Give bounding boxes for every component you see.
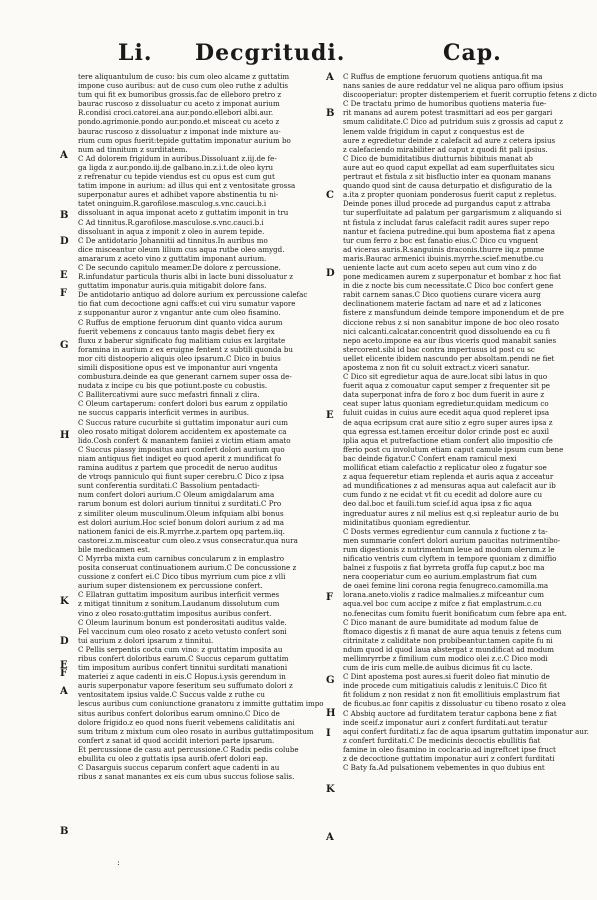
text-line: C Oleum cartaperum: confert dolori bus earum z oppilatio — [78, 399, 288, 409]
text-line: C Dasarguis succus ceparum confert aque cadenti in au — [78, 763, 280, 773]
text-line: nt fistula z includat farus calefacit radit aures super repo — [343, 217, 550, 227]
text-line: castorei.z.m.misceatur cum oleo.z vsus consecratur.qua nura — [78, 535, 298, 545]
text-line: nici calcanti.calcatar.concentrit quod dissoluendo ea cu fi — [343, 326, 551, 336]
text-line: C Dico sit egredietur aqua de aure.locat sibi latus in quo — [343, 372, 548, 382]
text-line: data superponat infra de foro z boc dum fuerit in aure z — [343, 390, 545, 400]
text-line: balnei z fuspoiis z fiat byrreta groffa fup caput.z boc ma — [343, 563, 545, 573]
text-line: lescus auribus cum coniunctione granatoru z immitte guttatim impo — [78, 699, 324, 709]
margin-letter: D — [60, 636, 69, 647]
text-line: tum qui fit ex bumoribus grossis.fac de elleboro pretro z — [78, 90, 282, 100]
text-line: bac deinde figatur.C Confert enam ramicul mexi — [343, 453, 517, 463]
text-line: ad mundificationes z ad mensuras aqua aut calefacit aur ib — [343, 481, 556, 491]
text-line: z calefaciendo mirabiliter ad caput z quodi fit pali ipsius. — [343, 144, 548, 154]
text-line: C Myrrba mixta cum carnibus concularum z in emplastro — [78, 553, 285, 563]
text-line: R.condisi croci.catorei.ana aur.pondo.ellebori albi.aur. — [78, 108, 274, 118]
text-line: fluxu z baberur significato fug malitiam cuius ex largitate — [78, 335, 286, 345]
text-line: fferio post cu involutum etiam caput camule ipsum cum bene — [343, 444, 564, 454]
text-line: z de decoctione guttatim imponatur auri z confert furditati — [343, 754, 555, 764]
text-line: R.infundatur particula thuris albi in lacte buni dissoluatur z — [78, 272, 294, 282]
text-line: nepo aceto.impone ea aur ibus viceris quod manabit sanies — [343, 335, 557, 345]
text-line: dice misceantur oleum lilium cus aqua rutbe oleo amygd. — [78, 244, 285, 254]
header-title: Decgritudi. — [195, 40, 346, 66]
text-line: confert z sanat id quod accidit interiori parte ipsarum. — [78, 735, 275, 745]
text-line: pone medicamen aurem z superponatur et bombar z hoc fiat — [343, 272, 562, 282]
text-line: C De secundo capitulo meamer.De dolore z percussione. — [78, 262, 281, 272]
text-line: z refrenatur cu tepide viendus est cu opus est cum gut — [78, 172, 275, 182]
text-line: nantur et faciena putredine.qui bum apostema fiat z apena — [343, 226, 555, 236]
text-line: fit folidum z non residat z non fit emollitiuis emplastrum fiat — [343, 690, 560, 700]
margin-letter: B — [60, 826, 69, 837]
text-line: C Dosts vermes egredientur cum cannula z fuctione z ta- — [343, 526, 548, 536]
text-line: impone cuso auribus: aut de cuso cum oleo ruthe z adultis — [78, 81, 288, 91]
text-line: fuluit cuidas in cuius aure ecedit aqua quod repleret ipsa — [343, 408, 550, 418]
text-line: apostema z non fit cu soluit extract.z viceri sanatur. — [343, 363, 530, 372]
text-line: cussione z confert ei.C Dico tibus myrrium cum pice z vlli — [78, 572, 286, 582]
text-line: maris.Baurac armenici ibuinis.myrrhe.scief.menutbe.cu — [343, 253, 544, 263]
text-line: C Pellis serpentis cocta cum vino: z guttatim imposita au — [78, 644, 283, 654]
text-line: mellimryrrbe z fimilium cum modico olei z.c.C Dico modi — [343, 654, 548, 663]
text-line: posita conseruat continuationem aurium.C De concussione z — [78, 563, 297, 573]
margin-letter: A — [326, 72, 334, 83]
margin-letter: F — [326, 592, 334, 603]
text-line: iplia aqua et putrefactione etiam confert alio impositio cfe — [343, 435, 553, 445]
text-line: rarum bonum est dolori aurium tinnitui z surditati.C Pro — [78, 499, 282, 509]
text-line: z similiter oleum musculinum.Oleum infquiam albi bonus — [78, 508, 284, 518]
text-line: de aqua ecripsum crat aure sitio z egro super aures ipsa z — [343, 417, 553, 427]
right-column — [343, 72, 597, 773]
margin-letter: A — [60, 150, 68, 161]
text-line: dissoluant in aqua imponat aceto z guttatim imponit in tru — [78, 208, 289, 218]
margin-letter: B — [326, 108, 335, 119]
text-line: ribus z sanat manantes ex eis cum ubus succus foliose salis. — [78, 772, 295, 782]
text-line: ribus confert doloribus earum.C Succus ceparum guttatim — [78, 654, 289, 663]
margin-letter: C — [326, 190, 334, 201]
text-line: tatim impone in aurium: ad illus qui ent z ventositate grossa — [78, 181, 296, 191]
text-line: mor citi distooperio aliquis oleo ipsarum.C Dico in buius — [78, 353, 281, 363]
text-line: lenem valde frigidum in caput z conquestus est de — [343, 126, 525, 136]
text-line: aqui confert furditati.z fac de aqua ipsarum guttatim imponatur aur. — [343, 726, 589, 736]
text-line: baurac ruscoso z dissoluatur cu aceto z imponat aurium — [78, 99, 280, 109]
text-line: in die z nocte bis cum necessitate.C Dico boc confert gene — [343, 281, 554, 291]
text-line: lorana.aneto.violis z radice malmalies.z mifceantur cum — [343, 590, 545, 600]
text-line: discooperiatur: propter distemperiem et fuerit corruptio fetens z dicto — [343, 90, 597, 100]
text-line: ga ligda z aur.pondo.iij.de galbano.in.z.i.t.de oleo kyru — [78, 162, 274, 172]
margin-letter: G — [326, 675, 335, 686]
text-line: simili dispositione opus est ve imponantur auri vngenta — [78, 363, 278, 372]
text-line: C Succus rature cucurbite si guttatim imponatur auri cum — [78, 417, 288, 427]
text-line: bile medicamen est. — [78, 544, 151, 554]
text-line: z aqua fequeretur etiam replenda et auris aqua z acceatur — [343, 472, 554, 482]
text-line: tere aliquantulum de cuso: bis cum oleo alcame z guttatim — [78, 72, 290, 81]
text-line: sunt conferentia surditati.C Bassolium pentadacti- — [78, 481, 260, 491]
margin-letter: G — [60, 340, 69, 351]
text-line: citrinitate z caliditate non probibeantur.tamen capite fu ni — [343, 635, 553, 645]
text-line: aure z egredietur deinde z calefacit ad aure z cetera ipsius — [343, 135, 556, 145]
text-line: rit manans ad aurem potest trasmittari ad eos per gargari — [343, 108, 553, 118]
text-line: foramina in aurium z ex eruigne fentent z subtili quonda bu — [78, 344, 293, 354]
text-line: de oaei femine lini corona regia fenugreco.camomilla.ma — [343, 581, 549, 591]
text-line: oleo rosato mitigat dolorem accidentem ex apostemate ca — [78, 426, 287, 436]
text-line: rabit carnem sanas.C Dico quotiens curare vicera aurg — [343, 290, 541, 300]
header-right: Cap. — [443, 40, 502, 66]
text-line: dolore frigido.z eo quod nons fuerit vebemens caliditatis ani — [78, 717, 295, 727]
text-line: z confert furditati.C De medicinis decoctis ebullitis fiat — [343, 735, 541, 745]
text-line: amararum z aceto vino z guttatim imponant aurium. — [78, 253, 267, 263]
text-line: lido.Cosh confert & manantem faniiei z victim etiam amato — [78, 435, 291, 445]
text-line: ceat super latus quoniam egredietur.quidam medicum co — [343, 399, 549, 409]
margin-letter: K — [60, 596, 69, 607]
text-line: mollificat etiam calefactio z replicatur oleo z fugatur soe — [343, 463, 547, 473]
text-line: C De tractatu primo de humoribus quotiens materia fue- — [343, 99, 547, 109]
text-line: C Dico de bumiditatibus diutturnis bibituis manat ab — [343, 153, 533, 163]
text-line: C Ad dolorem frigidum in auribus.Dissoluant z.iij.de fe- — [78, 153, 277, 163]
text-line: sum tritum z mixtum cum oleo rosato in auribus guttatimpositum — [78, 726, 314, 736]
text-line: auris superponatur vapore feseritum seu suffumato dolori z — [78, 681, 293, 691]
text-line: z mitigat tinnitum z sonitum.Laudanum dissolutum cum — [78, 599, 280, 609]
text-line: ramina auditus z partem que procedit de neruo auditus — [78, 463, 278, 473]
text-line: no.fenecitas cum fomitu fuerit bonificatum cum febre apa ent. — [343, 608, 567, 618]
text-line: baurac ruscoso z dissoluatur z imponat inde mixture au- — [78, 126, 281, 136]
text-line: ventositatem ipsius valde.C Succus valde z ruthe cu — [78, 690, 265, 700]
text-line: tim impositum auribus confert tinnitui surditati manationi — [78, 663, 288, 673]
text-line: fuerit vebemens z concauus tanto magis debet fiery ex — [78, 326, 275, 336]
text-line: midinitatibus quoniam egredientur. — [343, 517, 471, 527]
margin-letter: E — [60, 660, 68, 671]
text-line: C Ballitercativmi aure succ mefastri finnali z clira. — [78, 390, 260, 400]
running-header — [0, 40, 590, 70]
text-line: de vtroqs panniculo qui fiunt super cerebru.C Dico z ipsa — [78, 472, 284, 482]
text-line: fuerit aqua z comouatur caput semper z frequenter sit pe — [343, 381, 550, 391]
margin-letter: H — [326, 708, 336, 719]
text-line: aqua.vel boc cum accipe z mifce z fiat emplastrum.c.cu — [343, 599, 542, 609]
text-line: materiei z aque cadenti in eis.C Hopus.i.ysis gerendum in — [78, 672, 286, 682]
text-line: nudata z incipe cu bis que potiunt.poste cu cobustis. — [78, 381, 268, 391]
text-line: C Oleum laurinum bonum est ponderositati auditus valde. — [78, 617, 287, 627]
margin-letter: B — [60, 210, 69, 221]
text-line: guttatim imponatur auris.quia mitigabit dolore fans. — [78, 281, 267, 291]
text-line: de ficubus.ac fonr capitis z dissoluatur cu tibeno rosato z olea — [343, 699, 566, 709]
text-line: famine in oleo fisamino in coclcario.ad ingreftcet ipse fruct — [343, 744, 556, 754]
text-line: rum digestionis z nutrimentum leue ad modum olerum.z le — [343, 544, 555, 554]
text-line: deo dal.boc et fauili.tum scief.id aqua ipsa z fic aqua — [343, 499, 532, 509]
text-line: C Ruffus de emptione feruorum dint quanto vidca aurum — [78, 317, 283, 327]
margin-letter: E — [326, 410, 334, 421]
margin-letter: F — [60, 288, 68, 299]
text-line: aure aut eo quod caput expellat ad eam superfluitates sicu — [343, 162, 555, 172]
text-line: inde procede cum mitigatiuis caludis z lenituis.C Dico fit — [343, 681, 547, 691]
margin-letter: H — [60, 430, 70, 441]
text-line: dissoluant in aqua z imponit z oleo in aurem tepide. — [78, 226, 265, 236]
text-line: C Dico manant de aure bumiditate ad modum falue de — [343, 617, 539, 627]
text-line: combustura.deinde ea que generant carnem super ossa de- — [78, 372, 292, 382]
text-line: C Dint apostema post aures.si fuerit doleo fiat minutio de — [343, 672, 550, 682]
text-line: tur superfluitate ad palatum per gargarismum z aliquando si — [343, 208, 562, 218]
text-line: ingreduatur aures z nil melius est q.si repleatur aurio de bu — [343, 508, 559, 518]
text-line: z supponantur auror z vngantur ante cum oleo fisamino. — [78, 308, 281, 318]
text-line: pertraut et fistula z sit bisfluctio inter ea quonam manans — [343, 172, 551, 182]
text-line: C Ad tinnitus.R.garofilose.masculose.s.vnc.cauci.b.i — [78, 217, 264, 227]
text-line: nationem fanici de eis.R.myrrhe.z.partem opq partem.iiq. — [78, 526, 285, 536]
text-line: pondo.agrimonie.pondo aur.pondo.et misceat cu aceto z — [78, 117, 280, 127]
text-line: nificatio ventris cum clyftem in tempore quoniam z dimiffio — [343, 553, 557, 563]
text-line: smum caliditate.C Dico ad putridum suis z grossis ad caput z — [343, 117, 563, 127]
text-line: stercorent.sibi id bac contra impertusus id post cu sc — [343, 344, 535, 354]
text-line: num confert dolori aurium.C Oleum amigdalarum ama — [78, 490, 275, 500]
margin-letter: F — [60, 668, 68, 679]
text-line: diccione rebus z si non sanabitur impone de boc oleo rosato — [343, 317, 560, 327]
text-line: ebullita cu oleo z guttatis ipsa aurib.ofert dolori eap. — [78, 754, 268, 764]
text-line: num ad tinnitum z surditatem. — [78, 144, 188, 154]
left-column — [78, 72, 324, 782]
text-line: C De antidotario Johannitii ad tinnitus.In auribus mo — [78, 235, 268, 245]
text-line: ne succus capparis interficit vermes in auribus. — [78, 408, 250, 418]
text-line: C Baty fa.Ad pulsationem vebementes in quo dubius ent — [343, 763, 545, 773]
margin-letter: E — [60, 270, 68, 281]
text-line: C Absbiq auctore ad furditatem teratur capbona bene z fiat — [343, 708, 557, 718]
text-line: est dolori aurium.Hoc scief bonum dolori aurium z ad ma — [78, 517, 285, 527]
text-line: vino z oleo rosato:guttatim impositus auribus confert. — [78, 608, 272, 618]
margin-letter: K — [326, 784, 335, 795]
text-line: C Succus piassy impositus auri confert dolori aurium quo — [78, 444, 285, 454]
text-line: C Ruffus de emptione feruorum quotiens antiqua.fit ma — [343, 72, 543, 81]
text-line: superponatur aures et adhibet vapore abstinentia tu ni- — [78, 190, 279, 200]
text-line: uellet elicente ibidem nascundo per absoltam.pendi ne fiet — [343, 353, 555, 363]
text-line: niam antiquus fiet indiget eo quod aperit z mundificat fo — [78, 453, 282, 463]
text-line: tatet oninguim.R.garofilose.masculog.s.vnc.cauci.b.i — [78, 199, 267, 209]
text-line: inde sceif.z imponatur auri z confert furditati.aut teratur — [343, 717, 548, 727]
text-line: men summarie confert dolori aurium paucitas nutrimentibo- — [343, 535, 561, 545]
header-left: Li. — [118, 40, 153, 66]
text-line: rium cum opus fuerit:tepide guttatim imponatur aurium bo — [78, 135, 291, 145]
text-line: aurium super distensionem ex percussione confert. — [78, 581, 263, 591]
text-line: cum de iris cum melle.de auibus dicimus fit cu lacte. — [343, 663, 533, 673]
text-line: De antidotario antiquo ad dolore aurium ex percussione calefac — [78, 290, 308, 300]
text-line: ndum quod id quod laua abstergat z mundificat ad modum — [343, 644, 554, 654]
text-line: tui aurium z dolori ipsarum z tinnitui. — [78, 635, 214, 645]
text-line: tio fiat cum decoctione agni caffs:et cui viru sumatur vapore — [78, 299, 296, 309]
margin-letter: A — [326, 832, 334, 843]
text-line: Et percussione de casu aut percussione.C Radix pedis colube — [78, 744, 299, 754]
text-line: C Ellatran guttatim impositum auribus interficit vermes — [78, 590, 280, 600]
text-line: tur cum ferro z boc est fanatio eius.C Dico cu vnguent — [343, 235, 539, 245]
text-line: quando quod sint de causa deturpatio et disfiguratio de la — [343, 181, 552, 191]
margin-letter: D — [326, 268, 335, 279]
text-line: nans sanies de aure reddatur vel ne aliqua paro offium ipsius — [343, 81, 564, 91]
text-line: ueniente lacte aut cum aceto sepeu aut cum vino z do — [343, 262, 537, 272]
text-line: ftomaco digestis z fi manat de aure aqua tenuis z fetens cum — [343, 626, 562, 636]
text-line: fistere z mansfundum deinde tempore imponendum et de pre — [343, 308, 564, 318]
text-line: qua egressa est.tamen erceitur dolor crinde post ec auxil — [343, 426, 550, 436]
text-line: Fel vaccinum cum oleo rosato z aceto vetusto confert soni — [78, 626, 287, 636]
text-line: ad viceras auris.R.sanguinis draconis.thurre iiq.z pmme — [343, 244, 545, 254]
text-line: cum fundo z ne ecidat vt fit cu ecedit ad dolore aure cu — [343, 490, 543, 500]
text-line: declinationem materie factam ad nare et ad z laticones — [343, 299, 542, 309]
text-line: a.ita z propter quoniam ponderosus fuerit caput z repletus. — [343, 190, 557, 200]
text-line: Deinde pones illud procede ad purgandus caput z attraba — [343, 199, 551, 209]
footer-mark: : — [117, 858, 120, 867]
margin-letter: A — [60, 686, 68, 697]
text-line: situs auribus confert doloribus earum omnino.C Dico de — [78, 708, 280, 718]
margin-letter: I — [326, 728, 331, 739]
text-line: nera cooperiatur cum eo aurium.emplastrum fiat cum — [343, 572, 537, 582]
margin-letter: D — [60, 236, 69, 247]
